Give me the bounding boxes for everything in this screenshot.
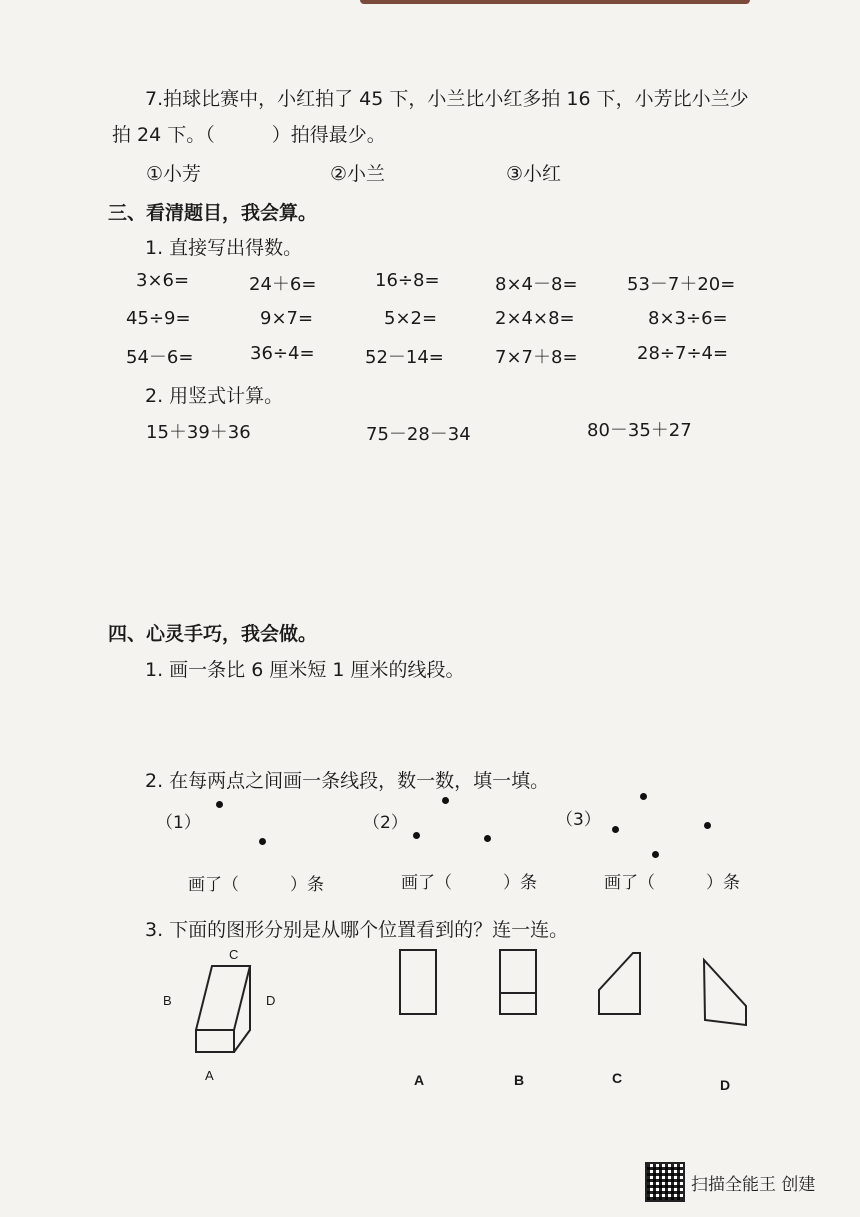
view-label-b: B	[514, 1072, 525, 1088]
calc-item: 3×6=	[136, 270, 190, 291]
part-3-answer: 画了（ ）条	[604, 873, 740, 893]
calc-item: 45÷9=	[126, 308, 191, 329]
calc-item: 7×7＋8=	[495, 347, 578, 368]
solid-label-top: C	[229, 947, 239, 962]
vertical-calc-3: 80－35＋27	[587, 420, 692, 441]
section3-sub2: 2. 用竖式计算。	[145, 385, 284, 407]
view-label-c: C	[612, 1070, 623, 1086]
q7-option-1: ①小芳	[146, 163, 202, 185]
calc-item: 5×2=	[384, 308, 438, 329]
solid-label-right: D	[266, 993, 276, 1008]
calc-item: 24＋6=	[249, 274, 317, 295]
calc-item: 9×7=	[260, 308, 314, 329]
vertical-calc-2: 75－28－34	[366, 424, 471, 445]
view-label-d: D	[720, 1077, 731, 1093]
calc-item: 28÷7÷4=	[637, 343, 729, 364]
scanner-watermark	[645, 1162, 815, 1202]
part-1-answer: 画了（ ）条	[188, 875, 324, 895]
watermark-text: 扫描全能王 创建	[691, 1174, 816, 1195]
solid-label-front: A	[205, 1068, 214, 1083]
qr-code-icon	[645, 1162, 685, 1202]
part-1-label: （1）	[156, 813, 201, 833]
view-label-a: A	[414, 1072, 425, 1088]
section4-sub3: 3. 下面的图形分别是从哪个位置看到的？连一连。	[145, 919, 569, 941]
section4-sub1: 1. 画一条比 6 厘米短 1 厘米的线段。	[145, 659, 465, 681]
solid-label-left: B	[163, 993, 172, 1008]
part-2-label: （2）	[363, 813, 408, 833]
calc-item: 8×4－8=	[495, 274, 578, 295]
part-3-label: （3）	[556, 810, 601, 830]
section3-sub1: 1. 直接写出得数。	[145, 237, 303, 259]
q7-line1: 7.拍球比赛中，小红拍了 45 下，小兰比小红多拍 16 下，小芳比小兰少	[145, 88, 749, 110]
section4-sub2: 2. 在每两点之间画一条线段，数一数，填一填。	[145, 770, 550, 792]
calc-item: 52－14=	[365, 347, 444, 368]
calc-item: 2×4×8=	[495, 308, 575, 329]
calc-item: 8×3÷6=	[648, 308, 728, 329]
calc-item: 36÷4=	[250, 343, 315, 364]
q7-option-2: ②小兰	[330, 163, 386, 185]
q7-line2: 拍 24 下。（ ）拍得最少。	[112, 124, 386, 146]
q7-option-3: ③小红	[506, 163, 562, 185]
vertical-calc-1: 15＋39＋36	[146, 422, 251, 443]
part-2-answer: 画了（ ）条	[401, 873, 537, 893]
calc-item: 16÷8=	[375, 270, 440, 291]
calc-item: 53－7＋20=	[627, 274, 736, 295]
section3-title: 三、看清题目，我会算。	[108, 202, 318, 224]
section4-title: 四、心灵手巧，我会做。	[108, 623, 318, 645]
calc-item: 54－6=	[126, 347, 194, 368]
